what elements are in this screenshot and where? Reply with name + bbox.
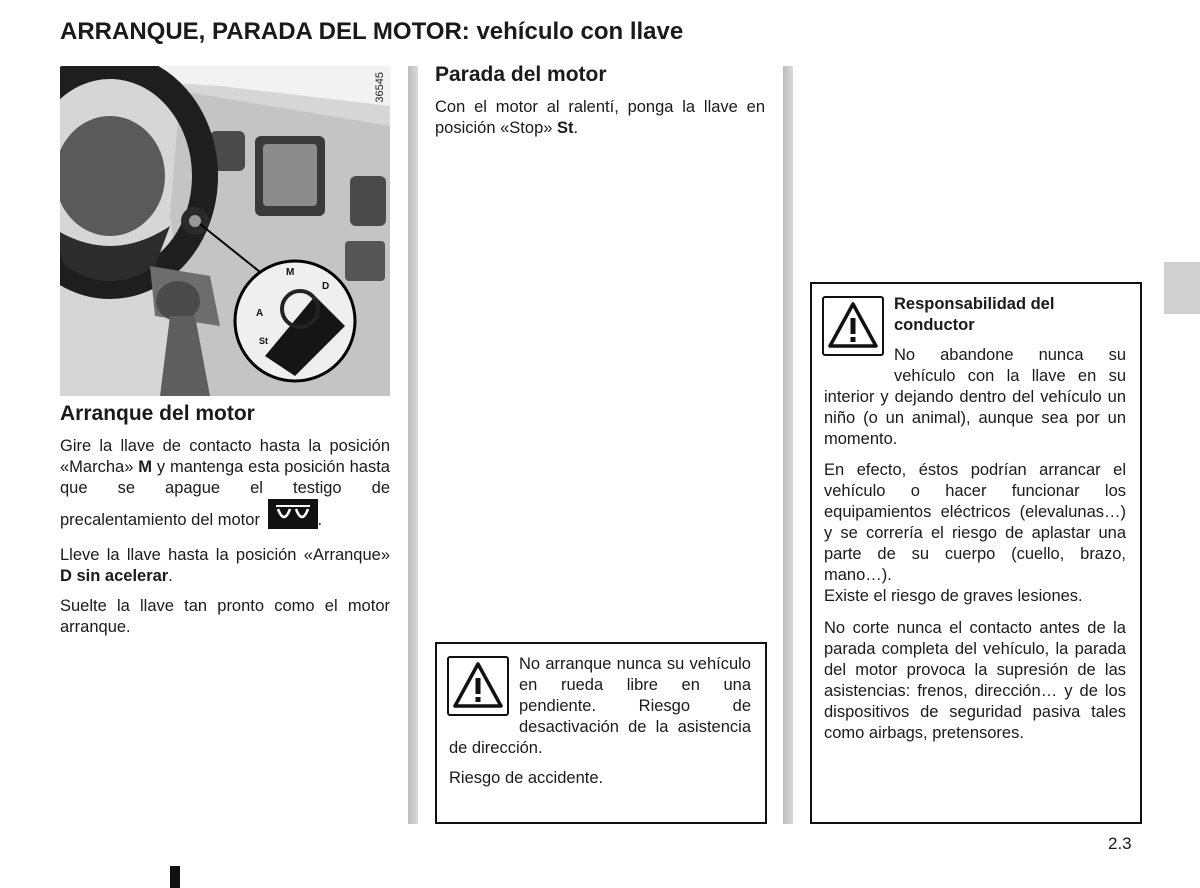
image-reference-code: 36545 bbox=[374, 72, 386, 103]
start-paragraph-2: Lleve la llave hasta la posición «Arranque» D sin acelerar. bbox=[60, 546, 390, 585]
column-divider-right bbox=[783, 66, 793, 824]
page-number: 2.3 bbox=[1108, 834, 1132, 853]
stop-section-heading: Parada del motor bbox=[435, 63, 607, 86]
warning-box-freewheel bbox=[435, 642, 767, 824]
start-paragraph-3: Suelte la llave tan pronto como el motor arranque. bbox=[60, 597, 390, 636]
warning-driver-paragraph-1: No abandone nunca su vehículo con la llave en su interior y dejando dentro del vehículo un niño (o un animal), aunque sea por un momento. bbox=[824, 346, 1126, 448]
position-st-label: St bbox=[557, 119, 574, 137]
dial-label-d: D bbox=[322, 281, 330, 292]
dial-label-st: St bbox=[259, 336, 268, 346]
section-thumb-tab bbox=[1164, 262, 1200, 314]
start-paragraph-1: Gire la llave de contacto hasta la posición «Marcha» M y mantenga esta posición hasta que se apague el testigo de precalentamiento del motor . bbox=[60, 437, 390, 529]
dial-label-m: M bbox=[286, 267, 295, 278]
dashboard-drawing bbox=[60, 66, 390, 396]
warning-freewheel-text: No arranque nunca su vehículo en rueda libre en una pendiente. Riesgo de desactivación de la asistencia de dirección. bbox=[449, 655, 751, 757]
start-section-heading: Arranque del motor bbox=[60, 402, 255, 425]
position-d-label: D sin acelerar bbox=[60, 567, 169, 585]
warning-driver-paragraph-3: No corte nunca el contacto antes de la parada completa del vehículo, la parada del motor provoca la supresión de las asistencias: frenos, dirección… y de los dispositivos de seguridad pasiva tales como airbags, pretensores. bbox=[824, 619, 1126, 742]
warning-driver-title: Responsabilidad del conductor bbox=[894, 295, 1055, 334]
crop-mark bbox=[170, 866, 180, 888]
position-m-label: M bbox=[138, 458, 152, 476]
column-divider-left bbox=[408, 66, 418, 824]
warning-driver-paragraph-2: En efecto, éstos podrían arrancar el vehículo o hacer funcionar los equipamientos eléctricos (elevalunas…) y se correría el riesgo de aplastar una parte de su cuerpo (cuello, brazo, mano…). Existe el riesgo de graves lesiones. bbox=[824, 461, 1126, 605]
warning-freewheel-risk: Riesgo de accidente. bbox=[449, 769, 604, 787]
ignition-illustration bbox=[60, 66, 390, 396]
preheat-warning-icon bbox=[268, 499, 318, 529]
warning-box-driver-responsibility bbox=[810, 282, 1142, 824]
stop-paragraph-1: Con el motor al ralentí, ponga la llave en posición «Stop» St. bbox=[435, 98, 765, 137]
dial-label-a: A bbox=[256, 308, 264, 319]
page-title: ARRANQUE, PARADA DEL MOTOR: vehículo con llave bbox=[60, 18, 684, 45]
